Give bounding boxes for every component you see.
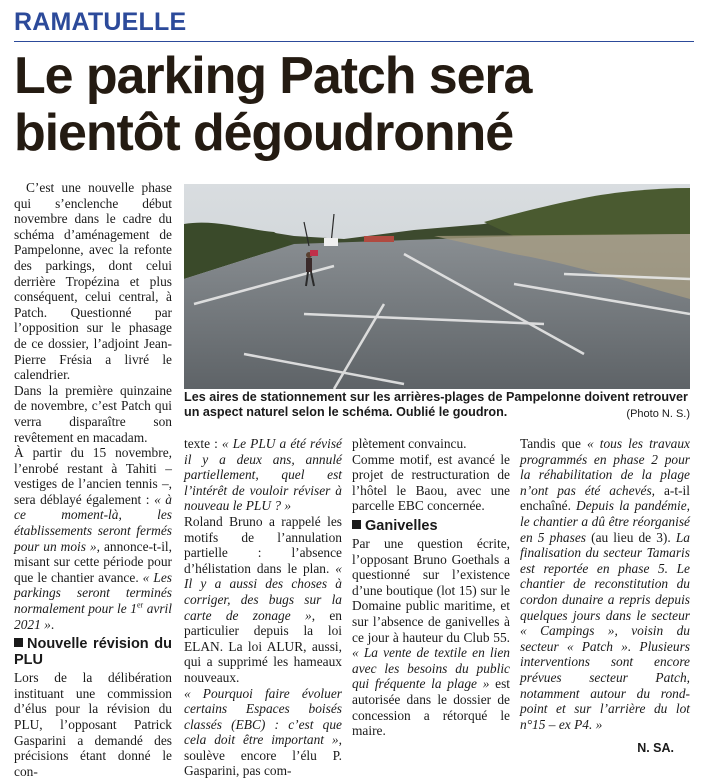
section-kicker: RAMATUELLE — [14, 8, 186, 37]
quote: « à ce moment-là, les établissements seront fermés pour un mois » — [14, 492, 172, 554]
paragraph — [184, 514, 342, 686]
text-run: Tandis que — [520, 436, 587, 451]
text-run: Par une question écrite, l’opposant Bruno Goethals a questionné sur l’existence d’une boutique (lot 15) sur le Domaine public maritime, et sur l’absence de ganivelles à ce jour à hauteur du Club 55. — [352, 536, 510, 645]
quote: « La vente de textile en lien avec les besoins du public qui fréquente la plage » — [352, 645, 510, 691]
paragraph: plètement convaincu. — [352, 436, 510, 452]
quote: « Pourquoi faire évoluer certains Espaces boisés classés (EBC) : c’est que cela doit être important » — [184, 686, 342, 748]
text-run: , annonce-t-il, misant sur cette période pour que le chantier avance. — [14, 539, 172, 585]
text-run: À partir du 15 novembre, l’enrobé restant à Tahiti – vestiges de l’ancien tennis –, sera déblayé également : — [14, 445, 172, 507]
paragraph: Lors de la délibération instituant une commission d’élus pour la révision du PLU, l’opposant Patrick Gasparini a demandé des précisions étant donné le con- — [14, 670, 172, 779]
column-3 — [352, 436, 510, 739]
column-4 — [520, 436, 690, 732]
text-run: . — [51, 617, 54, 632]
parking-photo-illustration — [184, 184, 690, 389]
column-1 — [14, 180, 172, 779]
quote: « Le PLU a été révisé il y a deux ans, annulé partiellement, quel est l’intérêt de vouloir réviser à nouveau le PLU ? » — [184, 436, 342, 513]
quote: « Il y a aussi des choses à corriger, des bugs sur la carte de zonage » — [184, 561, 342, 623]
paragraph: C’est une nouvelle phase qui s’enclenche début novembre dans le cadre du schéma d’aménagement de Pampelonne, avec la refonte des parkings, dont celui derrière Tropézina et plus conséquent, celui central, à Patch. Questionné par l’opposition sur le phasage de ce dossier, l’adjoint Jean-Pierre Frésia a livré le calendrier. — [14, 180, 172, 383]
paragraph: Comme motif, est avancé le projet de restructuration de l’hôtel le Baou, avec une parcelle EBC concernée. — [352, 452, 510, 514]
column-2 — [184, 436, 342, 779]
section-rule — [14, 41, 694, 42]
paragraph — [184, 436, 342, 514]
paragraph — [352, 536, 510, 739]
quote: « Les parkings seront terminés normalement pour le 1 — [14, 570, 172, 616]
text-run: (au lieu de 3). — [586, 530, 676, 545]
text-run: est autorisée dans le dossier de concession a rétorqué le maire. — [352, 676, 510, 738]
paragraph — [184, 686, 342, 779]
paragraph — [520, 436, 690, 732]
photo-credit: (Photo N. S.) — [626, 407, 690, 422]
square-bullet-icon — [14, 638, 23, 647]
photo-caption — [184, 390, 690, 422]
paragraph: Dans la première quinzaine de novembre, c’est Patch qui verra disparaître son revêtement en macadam. — [14, 383, 172, 445]
text-run: a-t-il enchaîné. — [520, 483, 690, 514]
text-run: texte : — [184, 436, 222, 451]
quote: avril 2021 » — [14, 601, 172, 632]
parking-photo — [184, 184, 690, 389]
text-run: Roland Bruno a rappelé les motifs de l’annulation partielle : l’absence d’hélistation dans le plan. — [184, 514, 342, 576]
quote: « tous les travaux programmés en phase 2 pour la réhabilitation de la plage n’ont pas été achevés, — [520, 436, 690, 498]
quote: La finalisation du secteur Tamaris est reportée en phase 5. Le chantier de reconstitution du cordon dunaire a repris depuis quelques jours dans le secteur « Campings », voisin du secteur « Patch ». Plusieurs interventions sont encore prévues secteur Patch, notamment autour du rond-point et sur l’arrière du lot n°15 – ex P4. » — [520, 530, 690, 732]
paragraph — [14, 445, 172, 632]
text-run: , en particulier depuis la loi ELAN. La loi ALUR, aussi, qui a supprimé les hameaux nouveaux. — [184, 608, 342, 685]
subhead-plu: Nouvelle révision du PLU — [14, 636, 172, 668]
square-bullet-icon — [352, 520, 361, 529]
quote: Depuis la pandémie, le chantier a dû être réorganisé en 5 phases — [520, 498, 690, 544]
subhead-ganivelles: Ganivelles — [352, 518, 510, 534]
superscript: er — [137, 601, 143, 610]
text-run: , soulève encore l’élu P. Gasparini, pas com- — [184, 732, 342, 778]
caption-text: Les aires de stationnement sur les arrières-plages de Pampelonne doivent retrouver un aspect naturel selon le schéma. Oublié le goudron. — [184, 390, 688, 419]
headline: Le parking Patch sera bientôt dégoudronné — [14, 48, 694, 162]
author-signature: N. SA. — [637, 741, 674, 755]
